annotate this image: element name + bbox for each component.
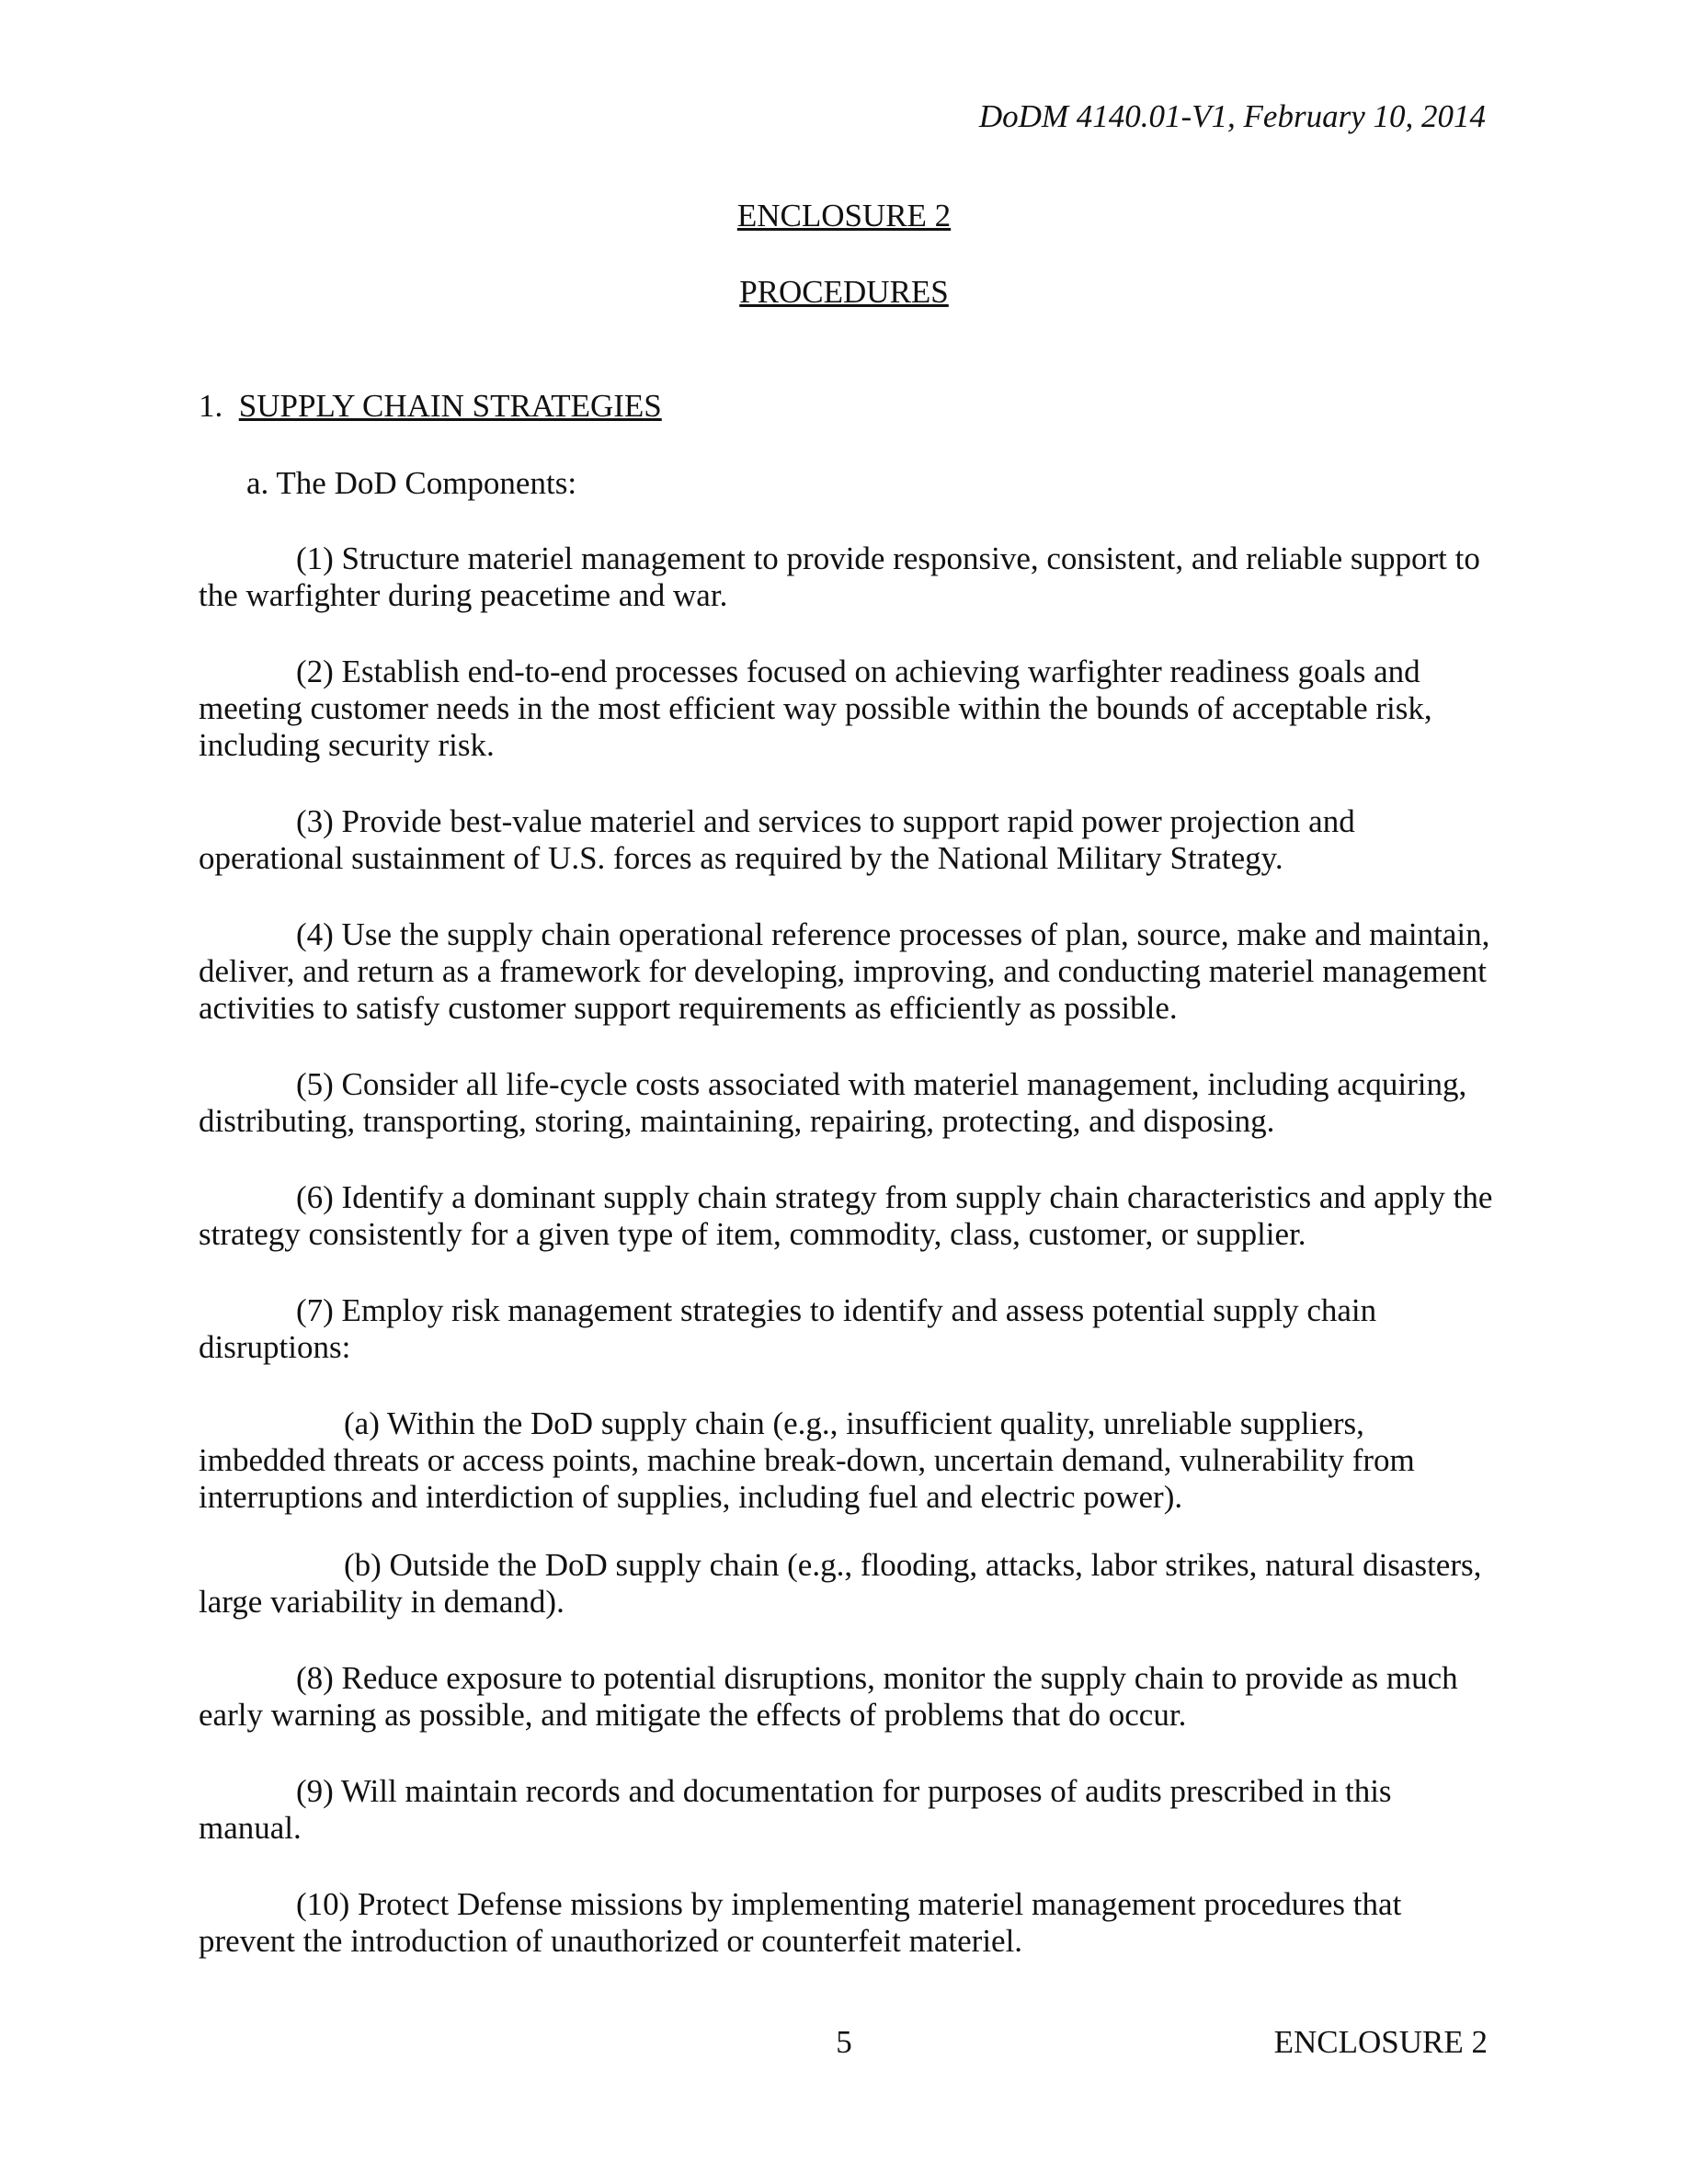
section-heading [199,388,662,425]
enclosure-title: ENCLOSURE 2 [736,198,952,233]
sub-paragraph-b: (b) Outside the DoD supply chain (e.g., flooding, attacks, labor strikes, natural disasters, large variability in demand). [199,1547,1482,1620]
footer-enclosure: ENCLOSURE 2 [1273,2024,1488,2060]
section-title: SUPPLY CHAIN STRATEGIES [238,388,662,424]
paragraph-9: (9) Will maintain records and documentation for purposes of audits prescribed in this manual. [199,1773,1392,1846]
document-reference: DoDM 4140.01-V1, February 10, 2014 [978,98,1486,134]
paragraph-10: (10) Protect Defense missions by implementing materiel management procedures that prevent the introduction of unauthorized or counterfeit materiel. [199,1886,1402,1959]
paragraph-2: (2) Establish end-to-end processes focused on achieving warfighter readiness goals and meeting customer needs in the most efficient way possible within the bounds of acceptable risk, including security risk. [199,654,1432,763]
sub-heading: a. The DoD Components: [246,465,577,501]
paragraph-7: (7) Employ risk management strategies to identify and assess potential supply chain disruptions: [199,1292,1377,1365]
sub-paragraph-a: (a) Within the DoD supply chain (e.g., insufficient quality, unreliable suppliers, imbedded threats or access points, machine break-down, uncertain demand, vulnerability from interruptions and interdiction of supplies, including fuel and electric power). [199,1405,1415,1515]
paragraph-6: (6) Identify a dominant supply chain strategy from supply chain characteristics and apply the strategy consistently for a given type of item, commodity, class, customer, or supplier. [199,1179,1493,1252]
page-number: 5 [836,2024,852,2060]
paragraph-1: (1) Structure materiel management to provide responsive, consistent, and reliable support to the warfighter during peacetime and war. [199,540,1480,613]
paragraph-8: (8) Reduce exposure to potential disruptions, monitor the supply chain to provide as much early warning as possible, and mitigate the effects of problems that do occur. [199,1660,1458,1733]
paragraph-4: (4) Use the supply chain operational reference processes of plan, source, make and maintain, deliver, and return as a framework for developing, improving, and conducting materiel management activities to satisfy customer support requirements as efficiently as possible. [199,916,1490,1026]
section-number: 1. [199,388,223,424]
procedures-title: PROCEDURES [739,274,949,310]
paragraph-5: (5) Consider all life-cycle costs associated with materiel management, including acquiring, distributing, transporting, storing, maintaining, repairing, protecting, and disposing. [199,1066,1467,1139]
paragraph-3: (3) Provide best-value materiel and services to support rapid power projection and operational sustainment of U.S. forces as required by the National Military Strategy. [199,803,1355,876]
